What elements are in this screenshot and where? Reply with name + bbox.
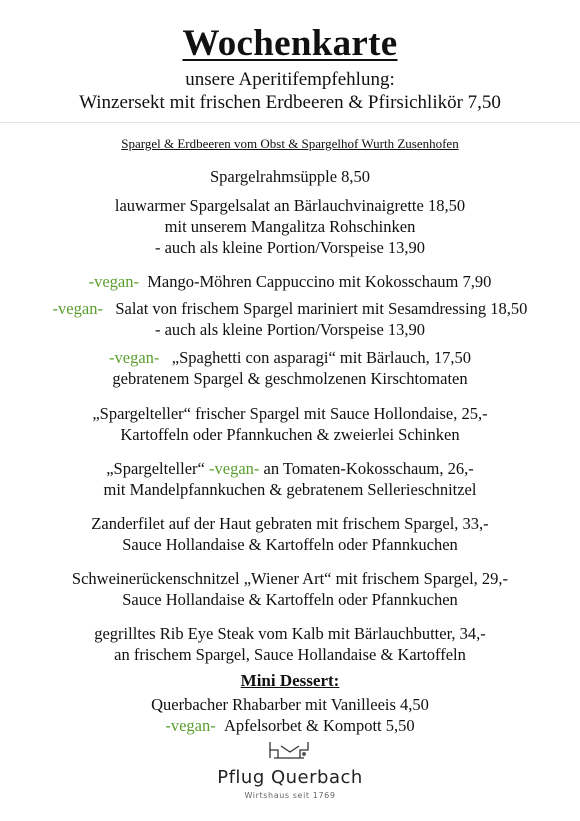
item-line: „Spargelteller“ frischer Spargel mit Sauce Hollondaise, 25,-: [92, 404, 488, 423]
divider: [0, 122, 580, 123]
menu-item-cappuccino: [0, 271, 580, 292]
restaurant-tagline: Wirtshaus seit 1769: [244, 791, 336, 800]
menu-item-soup: [0, 166, 580, 187]
page-title: Wochenkarte: [182, 23, 398, 64]
restaurant-name: Pflug Querbach: [217, 767, 363, 788]
aperitif-drink: Winzersekt mit frischen Erdbeeren & Pfirsichlikör 7,50: [79, 92, 501, 113]
item-line: -vegan- Salat von frischem Spargel mariniert mit Sesamdressing 18,50: [52, 299, 528, 318]
item-line: mit Mandelpfannkuchen & gebratenem Sellerieschnitzel: [103, 480, 477, 499]
menu-item-vegan-salad: [0, 298, 580, 340]
menu-item-asparagus-plate: [0, 403, 580, 445]
item-line: gegrilltes Rib Eye Steak vom Kalb mit Bärlauchbutter, 34,-: [94, 624, 486, 643]
item-line: an frischem Spargel, Sauce Hollandaise & Kartoffeln: [114, 645, 466, 664]
item-line: Kartoffeln oder Pfannkuchen & zweierlei Schinken: [120, 425, 460, 444]
item-line: - auch als kleine Portion/Vorspeise 13,90: [154, 320, 426, 339]
item-line: lauwarmer Spargelsalat an Bärlauchvinaigrette 18,50: [114, 196, 466, 215]
item-line: Sauce Hollandaise & Kartoffeln oder Pfannkuchen: [122, 590, 458, 609]
dessert-item: Querbacher Rhabarber mit Vanilleeis 4,50: [151, 695, 429, 714]
source-note: Spargel & Erdbeeren vom Obst & Spargelhof Wurth Zusenhofen: [121, 136, 459, 151]
restaurant-logo: [0, 740, 580, 800]
vegan-label: -vegan-: [52, 299, 103, 318]
menu-item-schnitzel: [0, 568, 580, 610]
menu-item-vegan-asparagus-plate: [0, 458, 580, 500]
item-line: gebratenem Spargel & geschmolzenen Kirschtomaten: [112, 369, 468, 388]
item-text: Mango-Möhren Cappuccino mit Kokosschaum 7,90: [147, 272, 492, 291]
vegan-label: -vegan-: [165, 716, 216, 735]
item-line: -vegan- „Spaghetti con asparagi“ mit Bärlauch, 17,50: [109, 348, 471, 367]
dessert-heading: Mini Dessert:: [240, 671, 340, 690]
item-line: „Spargelteller“ -vegan- an Tomaten-Kokosschaum, 26,-: [106, 459, 474, 478]
item-line: mit unserem Mangalitza Rohschinken: [164, 217, 416, 236]
vegan-label: -vegan-: [109, 348, 160, 367]
vegan-label: -vegan-: [88, 272, 139, 291]
aperitif-recommendation: [0, 68, 580, 114]
house-plough-icon: [268, 740, 312, 760]
item-line: Zanderfilet auf der Haut gebraten mit frischem Spargel, 33,-: [91, 514, 489, 533]
dessert-item: -vegan- Apfelsorbet & Kompott 5,50: [165, 716, 415, 735]
item-text: Spargelrahmsüpple 8,50: [209, 167, 371, 186]
aperitif-intro: unsere Aperitifempfehlung:: [185, 69, 395, 90]
menu-item-steak: [0, 623, 580, 665]
item-line: Schweinerückenschnitzel „Wiener Art“ mit frischem Spargel, 29,-: [71, 569, 509, 588]
item-line: - auch als kleine Portion/Vorspeise 13,90: [154, 238, 426, 257]
item-line: Sauce Hollandaise & Kartoffeln oder Pfannkuchen: [122, 535, 458, 554]
menu-item-asparagus-salad: [0, 195, 580, 258]
dessert-list: [0, 694, 580, 736]
menu-item-zander: [0, 513, 580, 555]
vegan-label: -vegan-: [209, 459, 260, 478]
menu-item-spaghetti: [0, 347, 580, 389]
